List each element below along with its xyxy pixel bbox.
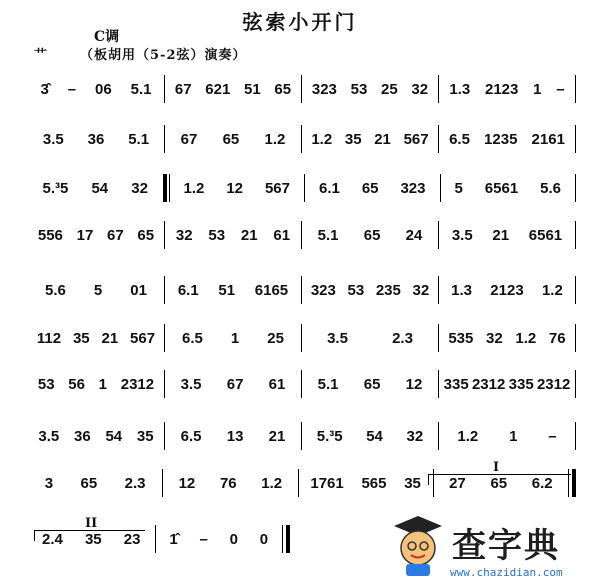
note-group: 21: [101, 329, 119, 347]
measure: [165, 330, 301, 347]
note-group: 1.2: [515, 329, 537, 347]
measure: [439, 428, 575, 445]
watermark-brand: 查字典: [452, 526, 560, 566]
volta-1-label: I: [493, 460, 500, 475]
note-group: 65: [80, 474, 98, 492]
measure: [439, 376, 575, 393]
note-group: 65: [361, 179, 379, 197]
measure: [302, 330, 438, 347]
note-group: 76: [219, 474, 237, 492]
measure: [156, 531, 283, 548]
note-group: 32: [411, 80, 429, 98]
note-group: 6.5: [180, 427, 202, 445]
note-group: 2312: [471, 375, 506, 393]
note-group: 3.5: [42, 130, 64, 148]
measure: [163, 475, 297, 492]
note-group: 65: [363, 226, 381, 244]
note-group: 56: [68, 375, 85, 393]
note-group: 32: [406, 427, 424, 445]
note-group: –: [556, 80, 565, 98]
note-group: 53: [347, 281, 365, 299]
measure: [170, 180, 305, 197]
note-group: 35: [84, 530, 102, 548]
score-line: [28, 369, 576, 399]
note-group: 323: [311, 80, 337, 98]
note-group: 54: [105, 427, 123, 445]
performance-note: （板胡用（5-2弦）演奏）: [80, 48, 247, 63]
measure: [28, 227, 164, 244]
note-group: 3.5: [451, 226, 473, 244]
note-group: 5.6: [45, 281, 66, 299]
note-group: 23: [123, 530, 141, 548]
note-group: 335: [443, 375, 469, 393]
measure: [439, 330, 575, 347]
note-group: 21: [492, 226, 510, 244]
note-group: 5: [454, 179, 463, 197]
volta-2-label: II: [85, 516, 98, 531]
note-group: 35: [344, 130, 362, 148]
note-group: 13: [226, 427, 244, 445]
note-group: 5.³5: [42, 179, 69, 197]
note-group: 32: [131, 179, 148, 197]
note-group: 1.2: [541, 281, 563, 299]
measure: [439, 81, 575, 98]
note-group: 35: [136, 427, 154, 445]
barline: [163, 174, 170, 202]
note-group: 53: [350, 80, 368, 98]
note-group: 36: [74, 427, 91, 445]
note-group: 3.5: [180, 375, 202, 393]
note-group: 2.4: [42, 530, 63, 548]
note-group: 65: [490, 474, 508, 492]
note-group: 2312: [120, 375, 155, 393]
note-group: 1.2: [311, 130, 333, 148]
note-group: 6165: [254, 281, 289, 299]
volta-bracket-2: [34, 516, 145, 541]
barline: [575, 125, 576, 153]
note-group: 67: [107, 226, 124, 244]
note-group: 51: [244, 80, 261, 98]
note-group: 5: [93, 281, 103, 299]
volta-bracket-1: [428, 460, 571, 485]
key-signature: C调: [94, 29, 120, 45]
note-group: 5.1: [128, 130, 150, 148]
note-group: 1: [230, 329, 240, 347]
note-group: 2.3: [124, 474, 146, 492]
score-title: 弦索小开门: [242, 10, 358, 34]
note-group: 24: [405, 226, 423, 244]
note-group: 2161: [531, 130, 565, 148]
note-group: –: [548, 427, 557, 445]
measure: [28, 131, 164, 148]
note-group: 1.2: [457, 427, 479, 445]
note-group: 6.5: [449, 130, 470, 148]
note-group: 1.2: [261, 474, 283, 492]
note-group: 323: [310, 281, 336, 299]
note-group: 36: [87, 130, 105, 148]
note-group: 6.1: [318, 179, 340, 197]
note-group: 61: [273, 226, 291, 244]
note-group: 5.1: [317, 375, 339, 393]
score-line: [28, 275, 576, 305]
note-group: 21: [240, 226, 258, 244]
score-line: [28, 173, 576, 203]
measure: [28, 81, 164, 98]
note-group: 235: [375, 281, 401, 299]
note-group: 01: [130, 281, 147, 299]
note-group: 112: [36, 329, 62, 347]
note-group: 1: [98, 375, 108, 393]
note-group: 17: [76, 226, 94, 244]
note-group: 54: [91, 179, 109, 197]
note-group: 1: [533, 80, 542, 98]
tempo-mark: 艹: [34, 47, 48, 62]
note-group: 06: [95, 80, 112, 98]
note-group: –: [199, 530, 208, 548]
note-group: 32: [486, 329, 503, 347]
measure: [439, 227, 575, 244]
note-group: 53: [208, 226, 226, 244]
measure: [165, 282, 301, 299]
note-group: 2312: [536, 375, 571, 393]
note-group: 1235: [484, 130, 518, 148]
note-group: 1.3: [449, 80, 471, 98]
note-group: 21: [268, 427, 286, 445]
measure: [302, 376, 438, 393]
note-group: 535: [448, 329, 474, 347]
note-group: 67: [174, 80, 192, 98]
note-group: 6.2: [531, 474, 553, 492]
note-group: 2123: [485, 80, 519, 98]
barline: [575, 75, 576, 103]
note-group: 65: [222, 130, 240, 148]
note-group: 67: [180, 130, 198, 148]
measure: [302, 227, 438, 244]
scholar-mascot-icon: [390, 512, 446, 578]
note-group: 6.5: [182, 329, 203, 347]
score-line: [28, 421, 576, 451]
measure: [302, 428, 438, 445]
note-group: 0: [259, 530, 269, 548]
note-group: 3̂: [40, 80, 49, 98]
measure: [165, 81, 301, 98]
barline: [575, 276, 576, 304]
barline: [575, 370, 576, 398]
note-group: 21: [374, 130, 391, 148]
note-group: 556: [37, 226, 63, 244]
note-group: 2.3: [392, 329, 413, 347]
score-line: [28, 220, 576, 250]
note-group: 1: [509, 427, 518, 445]
measure: [28, 330, 164, 347]
measure: [28, 376, 164, 393]
note-group: 27: [449, 474, 466, 492]
measure: [28, 428, 164, 445]
measure: [28, 282, 164, 299]
note-group: 67: [226, 375, 244, 393]
note-group: 5.³5: [316, 427, 343, 445]
note-group: 2123: [490, 281, 524, 299]
measure: [165, 227, 301, 244]
measure: [28, 180, 163, 197]
barline: [575, 422, 576, 450]
note-group: 567: [403, 130, 429, 148]
note-group: 25: [267, 329, 284, 347]
note-group: 1.2: [264, 130, 286, 148]
note-group: 0: [229, 530, 238, 548]
score-line: [28, 323, 576, 353]
note-group: 1̂: [169, 530, 178, 548]
score-line: [28, 124, 576, 154]
note-group: 53: [37, 375, 55, 393]
note-group: 3: [44, 474, 54, 492]
note-group: 25: [381, 80, 398, 98]
note-group: –: [67, 80, 77, 98]
note-group: 51: [218, 281, 236, 299]
score-line: [28, 74, 576, 104]
barline: [575, 174, 576, 202]
note-group: 567: [130, 329, 156, 347]
note-group: 65: [274, 80, 292, 98]
note-group: 565: [361, 474, 387, 492]
note-group: 12: [405, 375, 423, 393]
note-group: 65: [137, 226, 155, 244]
note-group: 5.1: [317, 226, 339, 244]
watermark-url: www.chazidian.com: [450, 566, 563, 579]
note-group: 32: [175, 226, 193, 244]
watermark-logo: [390, 512, 590, 584]
measure: [165, 131, 301, 148]
measure: [299, 475, 433, 492]
note-group: 12: [178, 474, 196, 492]
measure: [165, 376, 301, 393]
note-group: 3.5: [38, 427, 60, 445]
barline: [575, 324, 576, 352]
note-group: 1761: [310, 474, 344, 492]
note-group: 621: [205, 80, 231, 98]
measure: [302, 81, 438, 98]
note-group: 76: [548, 329, 566, 347]
note-group: 35: [72, 329, 90, 347]
note-group: 335: [508, 375, 534, 393]
note-group: 3.5: [327, 329, 348, 347]
note-group: 323: [400, 179, 426, 197]
measure: [441, 180, 576, 197]
note-group: 65: [363, 375, 381, 393]
note-group: 1.3: [451, 281, 472, 299]
note-group: 6.1: [177, 281, 199, 299]
note-group: 5.6: [540, 179, 561, 197]
measure: [165, 428, 301, 445]
measure: [302, 282, 438, 299]
barline: [575, 221, 576, 249]
note-group: 35: [404, 474, 421, 492]
note-group: 32: [412, 281, 430, 299]
note-group: 12: [226, 179, 243, 197]
measure: [439, 282, 575, 299]
barline: [282, 525, 290, 553]
note-group: 61: [268, 375, 286, 393]
measure: [28, 475, 162, 492]
measure: [305, 180, 440, 197]
measure: [439, 131, 575, 148]
measure: [302, 131, 438, 148]
note-group: 567: [264, 179, 290, 197]
note-group: 1.2: [183, 179, 205, 197]
note-group: 5.1: [130, 80, 152, 98]
note-group: 6561: [528, 226, 563, 244]
note-group: 54: [366, 427, 383, 445]
note-group: 6561: [484, 179, 519, 197]
